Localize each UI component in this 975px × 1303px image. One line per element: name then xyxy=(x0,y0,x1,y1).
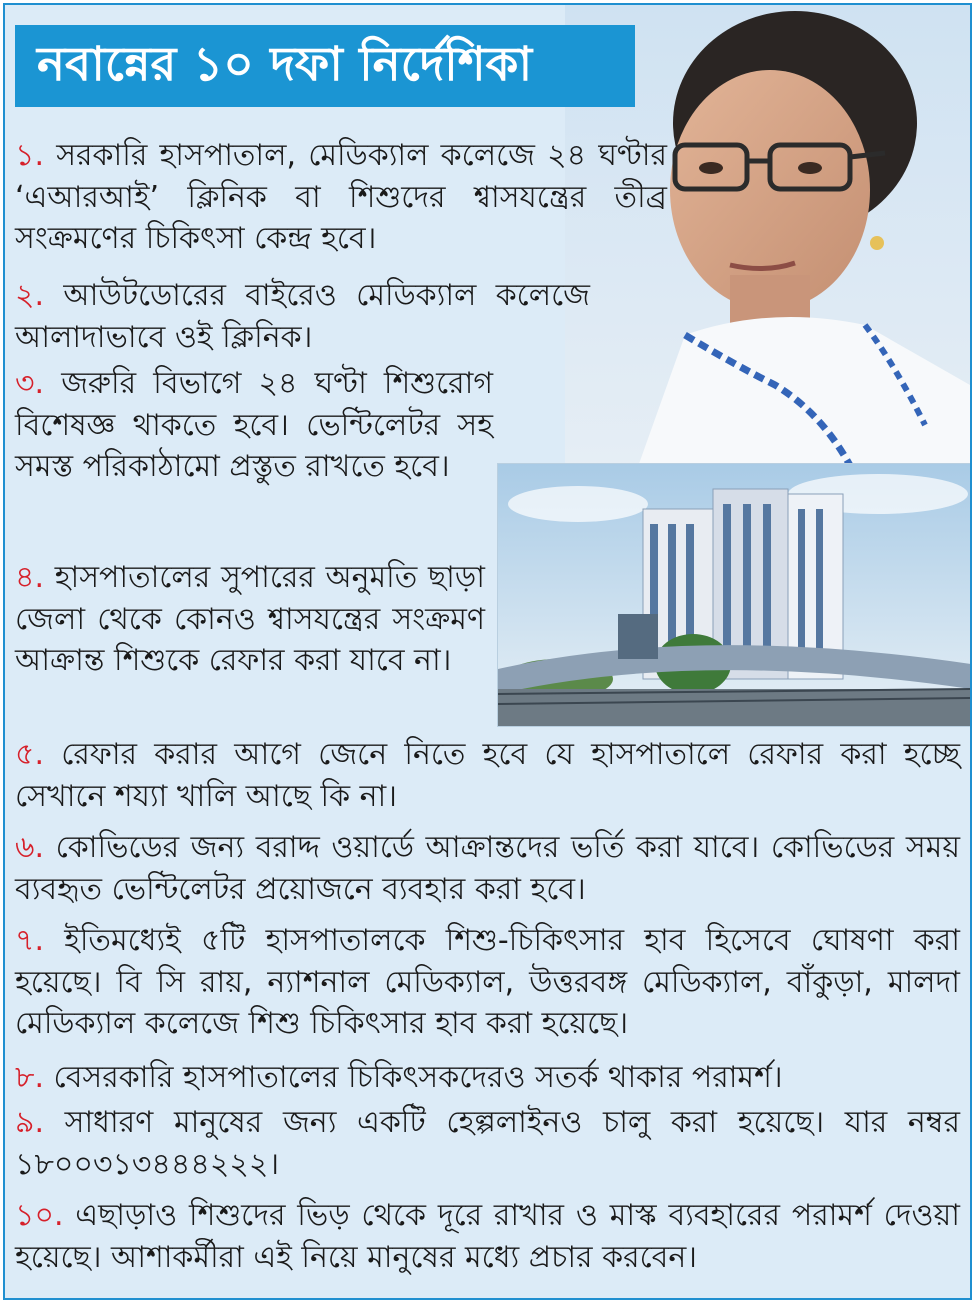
list-item xyxy=(15,1195,960,1278)
item-text: আউটডোরের বাইরেও মেডিক্যাল কলেজে আলাদাভাবে ওই ক্লিনিক। xyxy=(15,278,590,355)
list-item xyxy=(15,734,960,817)
nabanna-building-photo xyxy=(497,463,972,727)
list-item xyxy=(15,827,960,910)
item-number: ৯. xyxy=(15,1105,45,1140)
item-number: ৬. xyxy=(15,830,45,865)
item-text: এছাড়াও শিশুদের ভিড় থেকে দূরে রাখার ও মাস্ক ব্যবহারের পরামর্শ দেওয়া হয়েছে। আশাকর্মীরা এই নিয়ে মানুষের মধ্যে প্রচার করবেন। xyxy=(15,1198,960,1275)
item-text: কোভিডের জন্য বরাদ্দ ওয়ার্ডে আক্রান্তদের ভর্তি করা যাবে। কোভিডের সময় ব্যবহৃত ভেন্টিলেটর প্রয়োজনে ব্যবহার করা হবে। xyxy=(15,830,960,907)
item-number: ৪. xyxy=(15,560,45,595)
item-number: ১০. xyxy=(15,1198,64,1233)
item-text: ইতিমধ্যেই ৫টি হাসপাতালকে শিশু-চিকিৎসার হাব হিসেবে ঘোষণা করা হয়েছে। বি সি রায়, ন্যাশনাল মেডিক্যাল, উত্তরবঙ্গ মেডিক্যাল, বাঁকুড়া, মালদা মেডিক্যাল কলেজে শিশু চিকিৎসার হাব করা হয়েছে। xyxy=(15,923,960,1041)
item-text: সাধারণ মানুষের জন্য একটি হেল্পলাইনও চালু করা হয়েছে। যার নম্বর ১৮০০৩১৩৪৪৪২২২। xyxy=(15,1105,960,1182)
item-number: ১. xyxy=(15,138,45,173)
page-title: নবান্নের ১০ দফা নির্দেশিকা xyxy=(37,37,533,92)
list-item xyxy=(15,1102,960,1185)
item-number: ৫. xyxy=(15,737,45,772)
item-text: হাসপাতালের সুপারের অনুমতি ছাড়া জেলা থেকে কোনও শ্বাসযন্ত্রের সংক্রমণ আক্রান্ত শিশুকে রেফার করা যাবে না। xyxy=(15,560,485,678)
list-item xyxy=(15,275,590,358)
list-item xyxy=(15,557,485,682)
item-number: ২. xyxy=(15,278,45,313)
item-text: জরুরি বিভাগে ২৪ ঘণ্টা শিশুরোগ বিশেষজ্ঞ থাকতে হবে। ভেন্টিলেটর সহ সমস্ত পরিকাঠামো প্রস্তুত রাখতে হবে। xyxy=(15,366,493,484)
list-item xyxy=(15,135,667,260)
list-item xyxy=(15,920,960,1045)
title-bar xyxy=(15,25,635,107)
item-text: বেসরকারি হাসপাতালের চিকিৎসকদেরও সতর্ক থাকার পরামর্শ। xyxy=(44,1060,783,1095)
item-text: রেফার করার আগে জেনে নিতে হবে যে হাসপাতালে রেফার করা হচ্ছে সেখানে শয্যা খালি আছে কি না। xyxy=(15,737,960,814)
item-text: সরকারি হাসপাতাল, মেডিক্যাল কলেজে ২৪ ঘণ্টার ‘এআরআই’ ক্লিনিক বা শিশুদের শ্বাসযন্ত্রের তীব্র সংক্রমণের চিকিৎসা কেন্দ্র হবে। xyxy=(15,138,667,256)
list-item xyxy=(15,1057,960,1099)
info-card xyxy=(3,3,972,1300)
item-number: ৮. xyxy=(15,1060,45,1095)
list-item xyxy=(15,363,493,488)
item-number: ৭. xyxy=(15,923,45,958)
item-number: ৩. xyxy=(15,366,45,401)
